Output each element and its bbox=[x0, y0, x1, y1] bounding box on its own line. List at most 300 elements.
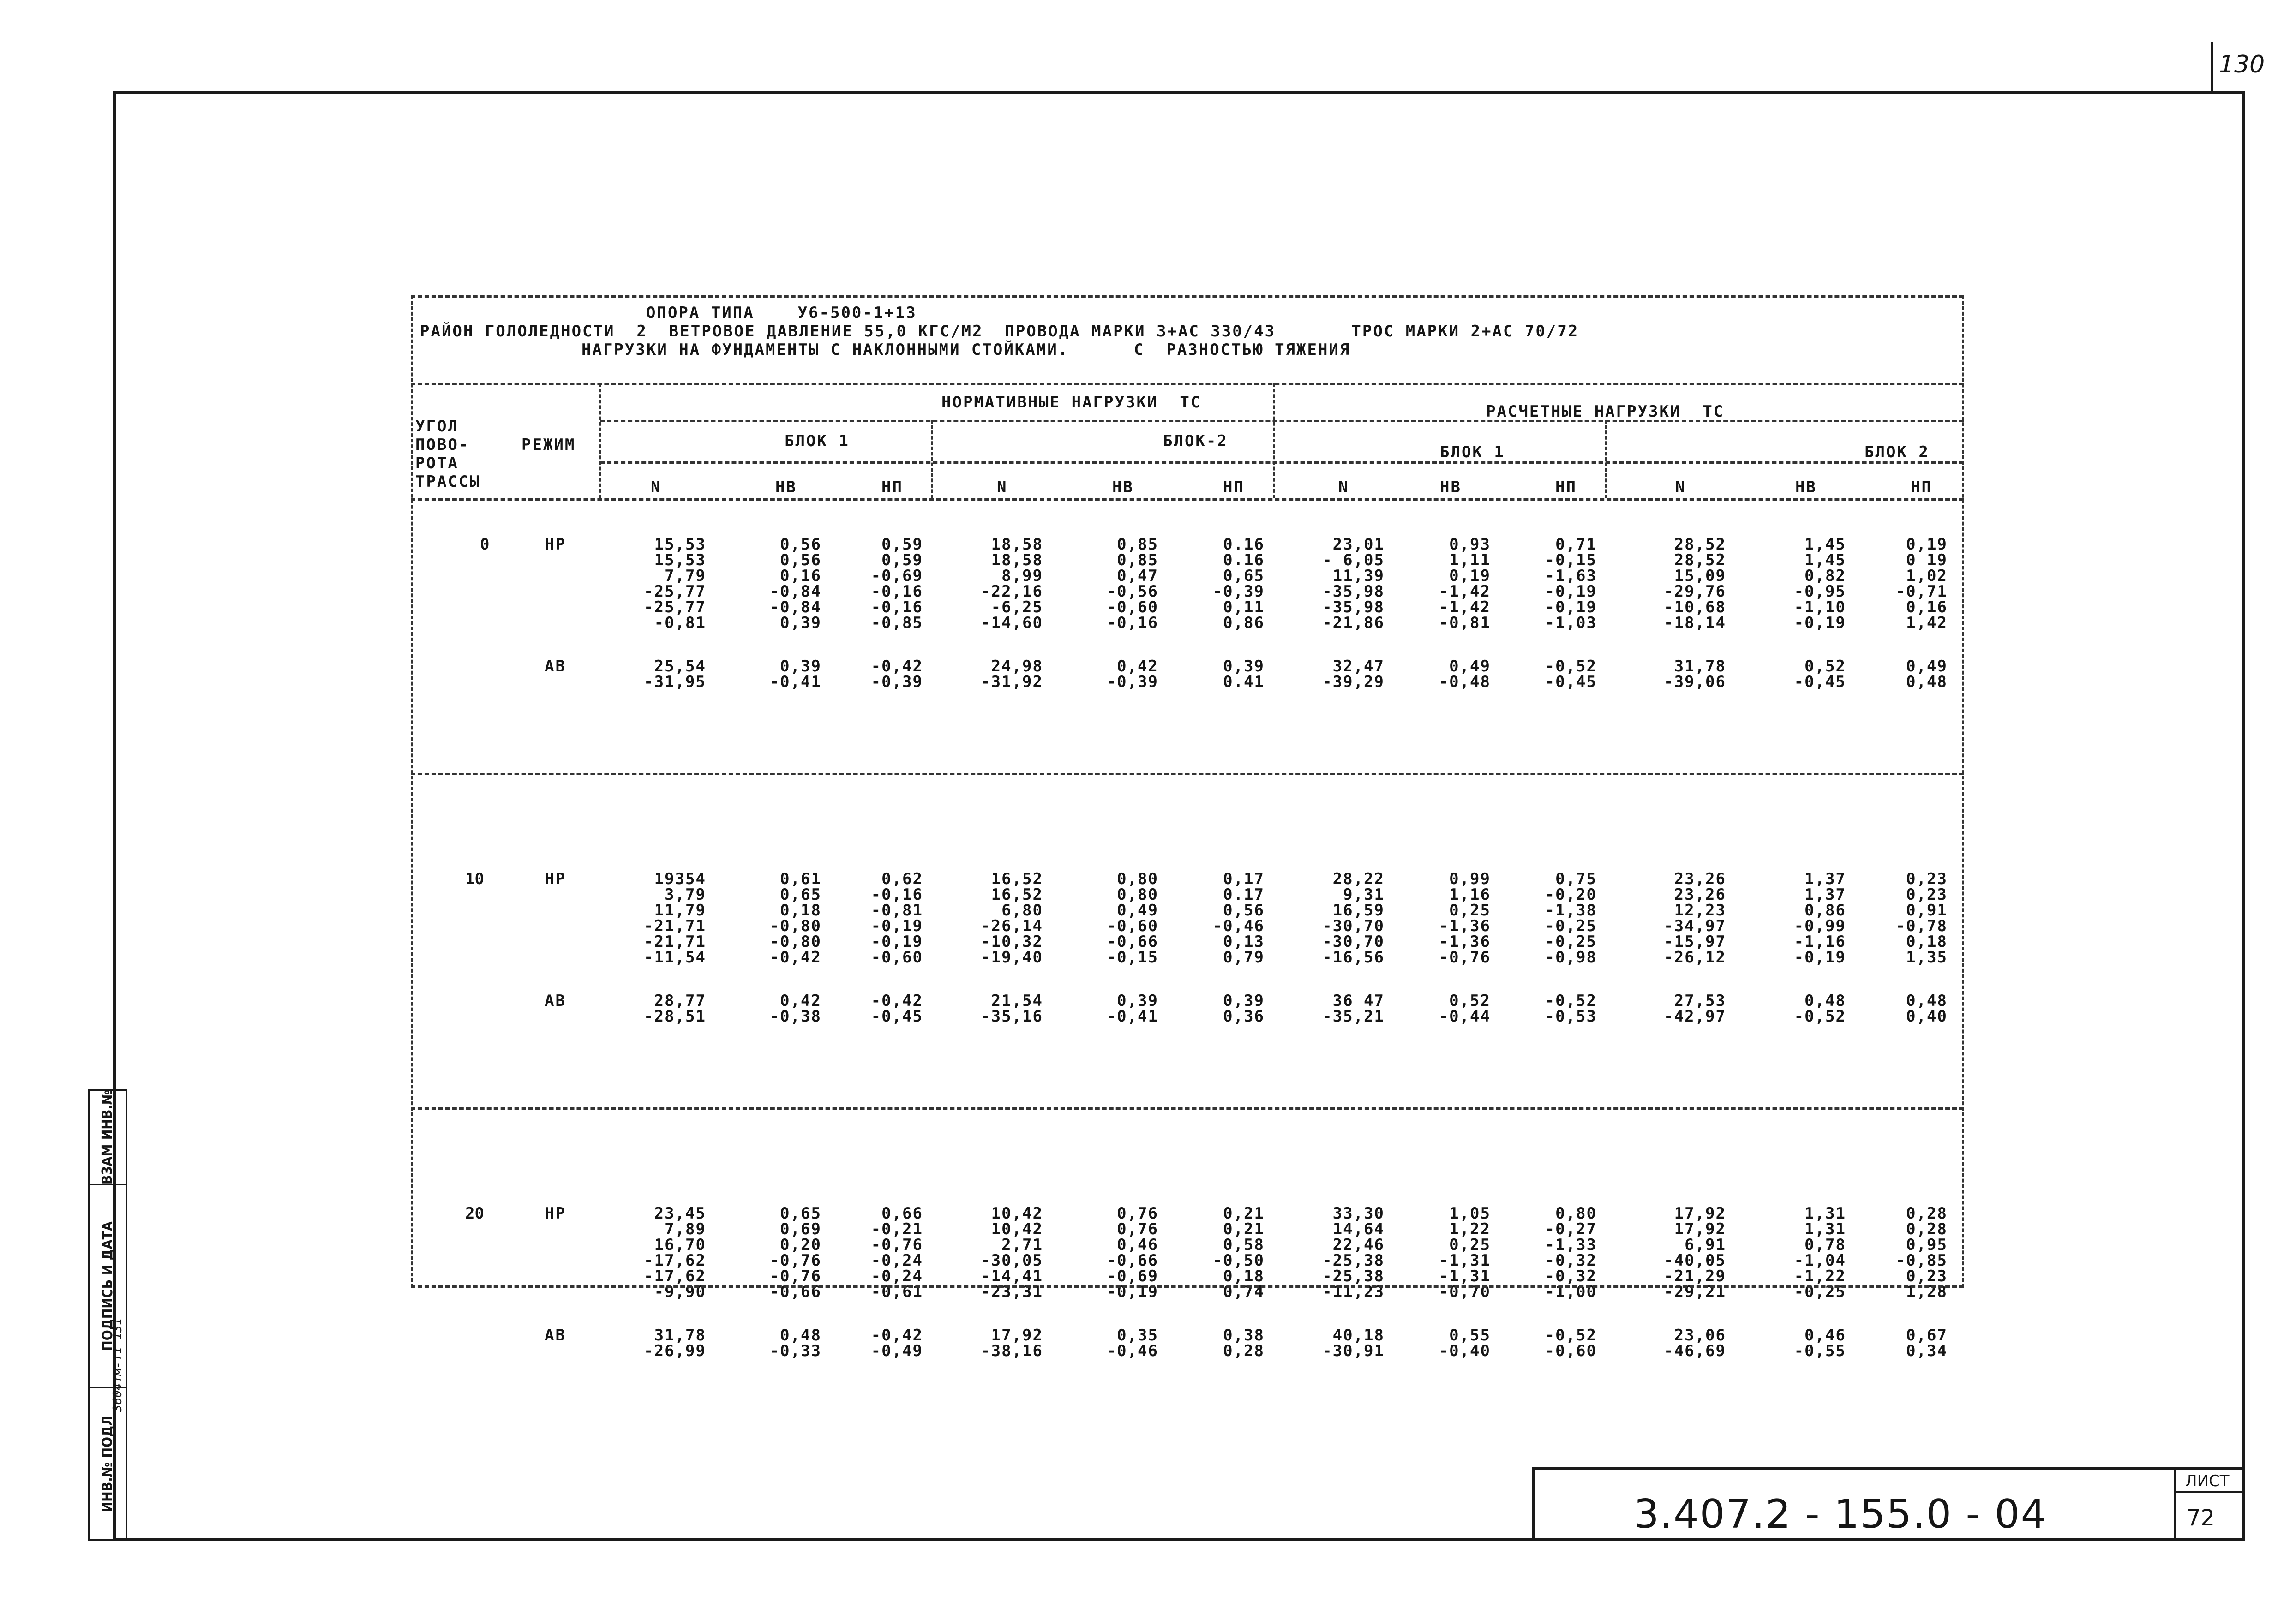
table-cell: 0,23 bbox=[1906, 885, 1948, 904]
table-cell: 28,77 bbox=[654, 992, 706, 1010]
block1-normative: БЛОК 1 bbox=[785, 432, 850, 450]
table-cell: 0,47 bbox=[1117, 567, 1158, 585]
table-cell: 27,53 bbox=[1674, 992, 1726, 1010]
table-cell: -0,48 bbox=[1439, 673, 1491, 691]
table-cell: -6,25 bbox=[991, 598, 1043, 616]
load-table-printout bbox=[411, 295, 1964, 1360]
table-cell: 0,18 bbox=[780, 901, 821, 920]
group-separator bbox=[411, 1107, 1964, 1110]
table-cell: -26,12 bbox=[1664, 948, 1726, 967]
table-cell: 1,45 bbox=[1804, 551, 1846, 569]
table-cell: -38,16 bbox=[981, 1342, 1043, 1360]
table-cell: -22,16 bbox=[981, 582, 1043, 601]
table-cell: -18,14 bbox=[1664, 614, 1726, 632]
table-cell: 0,39 bbox=[780, 614, 821, 632]
table-cell: 0,48 bbox=[1906, 992, 1948, 1010]
table-cell: -0,41 bbox=[1106, 1007, 1158, 1026]
table-cell: -0,21 bbox=[871, 1220, 923, 1238]
table-cell: -1,00 bbox=[1545, 1283, 1597, 1301]
table-cell: -0,99 bbox=[1794, 917, 1846, 935]
table-cell: -0,40 bbox=[1439, 1342, 1491, 1360]
table-cell: 0,46 bbox=[1117, 1236, 1158, 1254]
mode-label: НР bbox=[545, 870, 566, 888]
table-cell: 0.16 bbox=[1223, 551, 1265, 569]
sheet-number: 72 bbox=[2187, 1505, 2215, 1531]
table-cell: 17,92 bbox=[991, 1326, 1043, 1345]
table-cell: 0,59 bbox=[881, 535, 923, 554]
table-cell: -0,66 bbox=[1106, 1251, 1158, 1270]
table-cell: -0,45 bbox=[1794, 673, 1846, 691]
table-cell: 0,25 bbox=[1449, 1236, 1491, 1254]
table-cell: -16,56 bbox=[1322, 948, 1385, 967]
table-cell: -25,77 bbox=[644, 598, 706, 616]
sub-header: НВ bbox=[1440, 478, 1462, 496]
table-cell: 0,40 bbox=[1906, 1007, 1948, 1026]
table-cell: -39,06 bbox=[1664, 673, 1726, 691]
table-cell: - 6,05 bbox=[1322, 551, 1385, 569]
table-cell: -23,31 bbox=[981, 1283, 1043, 1301]
table-cell: 0,56 bbox=[780, 535, 821, 554]
table-cell: -0,25 bbox=[1545, 933, 1597, 951]
group-rule bbox=[600, 420, 1964, 422]
table-cell: -19,40 bbox=[981, 948, 1043, 967]
turn-angle: 0 bbox=[480, 535, 490, 554]
mode-label: АВ bbox=[545, 992, 566, 1010]
table-cell: -35,98 bbox=[1322, 582, 1385, 601]
sub-header: N bbox=[997, 478, 1008, 496]
table-cell: -35,21 bbox=[1322, 1007, 1385, 1026]
table-cell: 0,93 bbox=[1449, 535, 1491, 554]
table-cell: 16,52 bbox=[991, 885, 1043, 904]
group-design: РАСЧЕТНЫЕ НАГРУЗКИ ТС bbox=[1486, 402, 1725, 421]
table-cell: -0,55 bbox=[1794, 1342, 1846, 1360]
table-cell: -1,31 bbox=[1439, 1251, 1491, 1270]
table-cell: -0,16 bbox=[1106, 614, 1158, 632]
table-cell: 0,82 bbox=[1804, 567, 1846, 585]
table-cell: -0,60 bbox=[871, 948, 923, 967]
table-cell: -31,92 bbox=[981, 673, 1043, 691]
table-cell: 7,89 bbox=[665, 1220, 706, 1238]
table-cell: -0,78 bbox=[1895, 917, 1948, 935]
table-cell: -0,42 bbox=[871, 657, 923, 675]
mode-label: АВ bbox=[545, 657, 566, 675]
table-cell: -0,19 bbox=[1106, 1283, 1158, 1301]
table-cell: 3,79 bbox=[665, 885, 706, 904]
table-cell: 1,37 bbox=[1804, 870, 1846, 888]
table-cell: 16,52 bbox=[991, 870, 1043, 888]
table-cell: 0,39 bbox=[1117, 992, 1158, 1010]
table-row bbox=[411, 673, 1964, 696]
table-cell: -30,05 bbox=[981, 1251, 1043, 1270]
table-cell: 11,39 bbox=[1332, 567, 1385, 585]
table-cell: 15,09 bbox=[1674, 567, 1726, 585]
table-cell: 0,20 bbox=[780, 1236, 821, 1254]
col-angle-3: РОТА bbox=[415, 454, 459, 472]
block-rule bbox=[600, 461, 1964, 464]
table-cell: 9,31 bbox=[1343, 885, 1385, 904]
table-row bbox=[411, 614, 1964, 637]
table-cell: -0,69 bbox=[1106, 1267, 1158, 1285]
table-cell: 11,79 bbox=[654, 901, 706, 920]
table-cell: 14,64 bbox=[1332, 1220, 1385, 1238]
table-cell: 0,16 bbox=[780, 567, 821, 585]
table-cell: -26,99 bbox=[644, 1342, 706, 1360]
table-cell: -1,10 bbox=[1794, 598, 1846, 616]
table-cell: 16,70 bbox=[654, 1236, 706, 1254]
divider-norm-blocks bbox=[931, 420, 933, 498]
table-cell: -0,46 bbox=[1106, 1342, 1158, 1360]
table-cell: 1,37 bbox=[1804, 885, 1846, 904]
table-cell: -25,38 bbox=[1322, 1251, 1385, 1270]
table-cell: 0,21 bbox=[1223, 1204, 1265, 1223]
table-cell: -0,76 bbox=[769, 1251, 821, 1270]
table-cell: -0,81 bbox=[654, 614, 706, 632]
sub-header: НП bbox=[881, 478, 903, 496]
table-cell: 0,18 bbox=[1906, 933, 1948, 951]
table-cell: -0,33 bbox=[769, 1342, 821, 1360]
table-cell: -0,76 bbox=[1439, 948, 1491, 967]
table-cell: -30,70 bbox=[1322, 917, 1385, 935]
table-cell: 19354 bbox=[654, 870, 706, 888]
table-cell: 0,79 bbox=[1223, 948, 1265, 967]
table-cell: -10,68 bbox=[1664, 598, 1726, 616]
header-line-3: НАГРУЗКИ НА ФУНДАМЕНТЫ С НАКЛОННЫМИ СТОЙКАМИ. С РАЗНОСТЬЮ ТЯЖЕНИЯ bbox=[581, 341, 1351, 359]
table-cell: 12,23 bbox=[1674, 901, 1726, 920]
table-cell: -1,22 bbox=[1794, 1267, 1846, 1285]
table-cell: 0,23 bbox=[1906, 1267, 1948, 1285]
table-cell: 23,26 bbox=[1674, 885, 1726, 904]
col-angle-4: ТРАССЫ bbox=[415, 472, 480, 491]
table-cell: 0,13 bbox=[1223, 933, 1265, 951]
sub-header: N bbox=[1675, 478, 1686, 496]
block1-design: БЛОК 1 bbox=[1440, 443, 1505, 461]
table-cell: 0,21 bbox=[1223, 1220, 1265, 1238]
table-cell: 0,19 bbox=[1449, 567, 1491, 585]
table-cell: 0,17 bbox=[1223, 870, 1265, 888]
table-cell: 1,35 bbox=[1906, 948, 1948, 967]
table-cell: 0,86 bbox=[1223, 614, 1265, 632]
table-cell: 1,16 bbox=[1449, 885, 1491, 904]
table-cell: -1,03 bbox=[1545, 614, 1597, 632]
sub-header: НП bbox=[1223, 478, 1245, 496]
table-cell: -1,42 bbox=[1439, 582, 1491, 601]
table-cell: 28,52 bbox=[1674, 551, 1726, 569]
table-cell: 1,31 bbox=[1804, 1220, 1846, 1238]
table-cell: 0,74 bbox=[1223, 1283, 1265, 1301]
table-cell: 8,99 bbox=[1001, 567, 1043, 585]
table-cell: -0,60 bbox=[1106, 598, 1158, 616]
table-cell: 0,39 bbox=[1223, 992, 1265, 1010]
table-cell: 32,47 bbox=[1332, 657, 1385, 675]
table-cell: -0,16 bbox=[871, 885, 923, 904]
col-angle-2: ПОВО- bbox=[415, 436, 470, 454]
header-rule bbox=[411, 383, 1964, 385]
turn-angle: 10 bbox=[465, 870, 484, 888]
table-cell: -0,46 bbox=[1212, 917, 1265, 935]
table-cell: 15,53 bbox=[654, 535, 706, 554]
table-cell: -0,16 bbox=[871, 582, 923, 601]
divider-design-blocks bbox=[1605, 420, 1607, 498]
table-cell: -0,66 bbox=[1106, 933, 1158, 951]
sub-header: НВ bbox=[1795, 478, 1817, 496]
header-line-2: РАЙОН ГОЛОЛЕДНОСТИ 2 ВЕТРОВОЕ ДАВЛЕНИЕ 55,0 КГС/М2 ПРОВОДА МАРКИ 3+АС 330/43 ТРОС МАРКИ 2+АС 70/72 bbox=[420, 322, 1579, 341]
table-cell: -25,77 bbox=[644, 582, 706, 601]
sub-header: N bbox=[651, 478, 662, 496]
table-cell: 23,26 bbox=[1674, 870, 1726, 888]
table-cell: -29,76 bbox=[1664, 582, 1726, 601]
table-cell: -0,41 bbox=[769, 673, 821, 691]
table-cell: -25,38 bbox=[1322, 1267, 1385, 1285]
table-cell: -0,66 bbox=[769, 1283, 821, 1301]
block2-design: БЛОК 2 bbox=[1864, 443, 1930, 461]
table-cell: -21,29 bbox=[1664, 1267, 1726, 1285]
table-cell: 0,80 bbox=[1117, 885, 1158, 904]
table-cell: -0,80 bbox=[769, 917, 821, 935]
table-cell: -1,33 bbox=[1545, 1236, 1597, 1254]
table-cell: 28,52 bbox=[1674, 535, 1726, 554]
table-cell: 21,54 bbox=[991, 992, 1043, 1010]
table-cell: -1,16 bbox=[1794, 933, 1846, 951]
group-separator bbox=[411, 773, 1964, 775]
table-cell: 33,30 bbox=[1332, 1204, 1385, 1223]
table-cell: -11,23 bbox=[1322, 1283, 1385, 1301]
table-cell: -0,39 bbox=[871, 673, 923, 691]
table-cell: 0 19 bbox=[1906, 551, 1948, 569]
table-cell: -40,05 bbox=[1664, 1251, 1726, 1270]
sheet-corner-number: 130 bbox=[2219, 51, 2265, 78]
sub-header: N bbox=[1338, 478, 1349, 496]
binding-strip bbox=[88, 1089, 127, 1541]
right-border bbox=[1962, 295, 1964, 1287]
table-cell: -0,45 bbox=[871, 1007, 923, 1026]
table-cell: 0,80 bbox=[1117, 870, 1158, 888]
table-cell: 0,18 bbox=[1223, 1267, 1265, 1285]
table-cell: -0,44 bbox=[1439, 1007, 1491, 1026]
table-cell: -46,69 bbox=[1664, 1342, 1726, 1360]
table-cell: -0,42 bbox=[871, 992, 923, 1010]
table-cell: -0,45 bbox=[1545, 673, 1597, 691]
table-cell: 1,31 bbox=[1804, 1204, 1846, 1223]
table-cell: -0,52 bbox=[1545, 1326, 1597, 1345]
table-cell: 0,42 bbox=[1117, 657, 1158, 675]
table-cell: 28,22 bbox=[1332, 870, 1385, 888]
mode-label: НР bbox=[545, 535, 566, 554]
table-row bbox=[411, 948, 1964, 971]
table-cell: 0,49 bbox=[1449, 657, 1491, 675]
table-cell: 15,53 bbox=[654, 551, 706, 569]
table-cell: -0,52 bbox=[1794, 1007, 1846, 1026]
table-cell: 16,59 bbox=[1332, 901, 1385, 920]
sub-header: НП bbox=[1911, 478, 1932, 496]
table-cell: 0,48 bbox=[1906, 673, 1948, 691]
table-cell: 0,25 bbox=[1449, 901, 1491, 920]
table-cell: -0,69 bbox=[871, 567, 923, 585]
table-cell: -0,15 bbox=[1545, 551, 1597, 569]
table-cell: -0,24 bbox=[871, 1267, 923, 1285]
table-cell: 0,56 bbox=[1223, 901, 1265, 920]
printout-top-rule bbox=[411, 295, 1964, 298]
table-cell: 1,05 bbox=[1449, 1204, 1491, 1223]
mode-label: АВ bbox=[545, 1326, 566, 1345]
table-cell: -15,97 bbox=[1664, 933, 1726, 951]
header-line-1: ОПОРА ТИПА У6-500-1+13 bbox=[646, 304, 917, 322]
table-cell: 0,91 bbox=[1906, 901, 1948, 920]
table-cell: -35,98 bbox=[1322, 598, 1385, 616]
table-cell: 0,39 bbox=[780, 657, 821, 675]
subheader-rule bbox=[411, 498, 1964, 501]
table-cell: 23,45 bbox=[654, 1204, 706, 1223]
printout-bottom-rule bbox=[411, 1285, 1964, 1288]
table-cell: 0,71 bbox=[1555, 535, 1597, 554]
side-label-signature: ПОДПИСЬ И ДАТА bbox=[99, 1221, 116, 1351]
sub-header: НВ bbox=[1112, 478, 1134, 496]
table-cell: -0,50 bbox=[1212, 1251, 1265, 1270]
left-border bbox=[411, 295, 413, 1287]
table-cell: 0,66 bbox=[881, 1204, 923, 1223]
table-cell: 6,91 bbox=[1685, 1236, 1726, 1254]
table-cell: 0,59 bbox=[881, 551, 923, 569]
table-cell: 17,92 bbox=[1674, 1204, 1726, 1223]
table-cell: -0,39 bbox=[1212, 582, 1265, 601]
table-cell: 0,42 bbox=[780, 992, 821, 1010]
table-cell: -1,36 bbox=[1439, 917, 1491, 935]
table-cell: 0,46 bbox=[1804, 1326, 1846, 1345]
table-cell: 0,95 bbox=[1906, 1236, 1948, 1254]
table-cell: 0,35 bbox=[1117, 1326, 1158, 1345]
table-cell: -17,62 bbox=[644, 1251, 706, 1270]
table-cell: 0,52 bbox=[1804, 657, 1846, 675]
table-row bbox=[411, 1007, 1964, 1030]
table-cell: -0,52 bbox=[1545, 992, 1597, 1010]
table-cell: -0,49 bbox=[871, 1342, 923, 1360]
table-cell: -0,19 bbox=[1794, 948, 1846, 967]
table-cell: -0,24 bbox=[871, 1251, 923, 1270]
table-cell: -14,60 bbox=[981, 614, 1043, 632]
table-cell: -0,80 bbox=[769, 933, 821, 951]
table-cell: 0,52 bbox=[1449, 992, 1491, 1010]
table-cell: -0,42 bbox=[871, 1326, 923, 1345]
table-cell: -10,32 bbox=[981, 933, 1043, 951]
table-cell: 1,22 bbox=[1449, 1220, 1491, 1238]
side-label-replace: ВЗАМ ИНВ.№ bbox=[99, 1089, 116, 1185]
table-cell: 0,23 bbox=[1906, 870, 1948, 888]
table-cell: 31,78 bbox=[1674, 657, 1726, 675]
block2-normative: БЛОК-2 bbox=[1163, 432, 1228, 450]
table-cell: 0.17 bbox=[1223, 885, 1265, 904]
table-cell: -0,61 bbox=[871, 1283, 923, 1301]
table-cell: -0,76 bbox=[871, 1236, 923, 1254]
table-cell: 17,92 bbox=[1674, 1220, 1726, 1238]
table-cell: -0,20 bbox=[1545, 885, 1597, 904]
table-cell: 0,99 bbox=[1449, 870, 1491, 888]
table-cell: -0,25 bbox=[1794, 1283, 1846, 1301]
sub-header: НВ bbox=[775, 478, 797, 496]
table-cell: -0,19 bbox=[1794, 614, 1846, 632]
table-cell: 6,80 bbox=[1001, 901, 1043, 920]
table-cell: -31,95 bbox=[644, 673, 706, 691]
table-cell: -0,19 bbox=[871, 917, 923, 935]
table-cell: 24,98 bbox=[991, 657, 1043, 675]
sheet-divider bbox=[2176, 1491, 2245, 1493]
table-cell: -0,53 bbox=[1545, 1007, 1597, 1026]
table-cell: 0,36 bbox=[1223, 1007, 1265, 1026]
side-cell-replace bbox=[90, 1091, 126, 1185]
table-cell: -0,15 bbox=[1106, 948, 1158, 967]
table-cell: 0,80 bbox=[1555, 1204, 1597, 1223]
table-cell: 1,45 bbox=[1804, 535, 1846, 554]
table-cell: 40,18 bbox=[1332, 1326, 1385, 1345]
table-cell: -0,71 bbox=[1895, 582, 1948, 601]
table-cell: 1,42 bbox=[1906, 614, 1948, 632]
table-cell: -0,85 bbox=[1895, 1251, 1948, 1270]
table-cell: 23,01 bbox=[1332, 535, 1385, 554]
table-cell: -21,86 bbox=[1322, 614, 1385, 632]
table-cell: -11,54 bbox=[644, 948, 706, 967]
table-cell: 0.41 bbox=[1223, 673, 1265, 691]
table-cell: -21,71 bbox=[644, 917, 706, 935]
group-normative: НОРМАТИВНЫЕ НАГРУЗКИ ТС bbox=[941, 393, 1202, 412]
table-row bbox=[411, 1342, 1964, 1365]
table-cell: 0,28 bbox=[1906, 1220, 1948, 1238]
table-cell: -0,60 bbox=[1545, 1342, 1597, 1360]
table-cell: -28,51 bbox=[644, 1007, 706, 1026]
table-cell: -9,90 bbox=[654, 1283, 706, 1301]
col-mode: РЕЖИМ bbox=[522, 436, 576, 454]
table-cell: 18,58 bbox=[991, 551, 1043, 569]
table-cell: -1,42 bbox=[1439, 598, 1491, 616]
table-cell: 0.16 bbox=[1223, 535, 1265, 554]
table-cell: 23,06 bbox=[1674, 1326, 1726, 1345]
table-cell: -0,60 bbox=[1106, 917, 1158, 935]
table-cell: -0,19 bbox=[1545, 582, 1597, 601]
sheet-label: ЛИСТ bbox=[2185, 1472, 2230, 1490]
table-cell: -1,63 bbox=[1545, 567, 1597, 585]
table-cell: -34,97 bbox=[1664, 917, 1726, 935]
table-cell: 0,69 bbox=[780, 1220, 821, 1238]
document-code: 3.407.2 - 155.0 - 04 bbox=[1634, 1491, 2047, 1537]
table-cell: -39,29 bbox=[1322, 673, 1385, 691]
table-cell: -30,70 bbox=[1322, 933, 1385, 951]
table-cell: -1,38 bbox=[1545, 901, 1597, 920]
table-cell: -0,70 bbox=[1439, 1283, 1491, 1301]
table-cell: -0,52 bbox=[1545, 657, 1597, 675]
table-cell: -0,19 bbox=[1545, 598, 1597, 616]
table-cell: 0,48 bbox=[1804, 992, 1846, 1010]
table-cell: -0,38 bbox=[769, 1007, 821, 1026]
table-cell: 0,85 bbox=[1117, 551, 1158, 569]
table-cell: 0,55 bbox=[1449, 1326, 1491, 1345]
table-cell: 1,02 bbox=[1906, 567, 1948, 585]
table-cell: -26,14 bbox=[981, 917, 1043, 935]
table-cell: 0,65 bbox=[780, 885, 821, 904]
table-cell: -0,19 bbox=[871, 933, 923, 951]
table-cell: -29,21 bbox=[1664, 1283, 1726, 1301]
table-cell: 0,28 bbox=[1223, 1342, 1265, 1360]
table-cell: -0,84 bbox=[769, 582, 821, 601]
table-cell: -0,95 bbox=[1794, 582, 1846, 601]
table-cell: -42,97 bbox=[1664, 1007, 1726, 1026]
table-cell: 0,65 bbox=[780, 1204, 821, 1223]
table-cell: 0,28 bbox=[1906, 1204, 1948, 1223]
table-cell: 0,39 bbox=[1223, 657, 1265, 675]
mode-label: НР bbox=[545, 1204, 566, 1223]
table-cell: 7,79 bbox=[665, 567, 706, 585]
table-cell: 0,62 bbox=[881, 870, 923, 888]
table-cell: 0,38 bbox=[1223, 1326, 1265, 1345]
table-cell: -35,16 bbox=[981, 1007, 1043, 1026]
table-cell: 2,71 bbox=[1001, 1236, 1043, 1254]
table-cell: -0,85 bbox=[871, 614, 923, 632]
